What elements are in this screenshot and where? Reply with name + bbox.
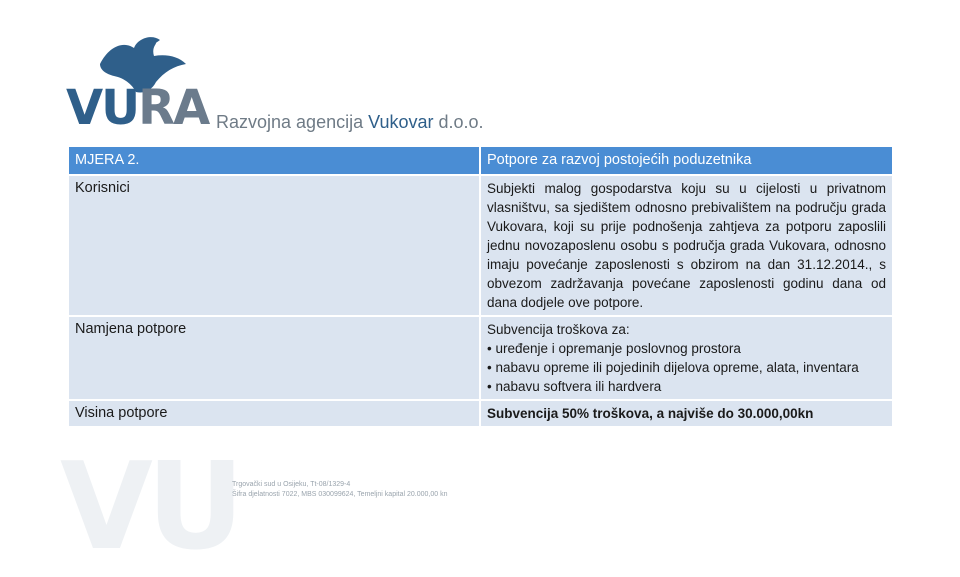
row-label-amount: Visina potpore bbox=[69, 401, 479, 426]
measure-table bbox=[67, 145, 894, 428]
purpose-line: • nabavu softvera ili hardvera bbox=[487, 379, 662, 394]
table-row bbox=[69, 401, 892, 426]
row-text-beneficiaries: Subjekti malog gospodarstva koju su u cijelosti u privatnom vlasništvu, sa sjedištem odnosno prebivalištem na području grada Vukovara, koji su prije podnošenja zahtjeva za potporu zaposlili jednu novozaposlenu osobu s područja grada Vukovara, odnosno imaju povećanje zaposlenosti s obzirom na dan 31.12.2014., s obvezom zadržavanja povećane zaposlenosti godinu dana od dana dodjele ove potpore. bbox=[481, 176, 892, 315]
logo-letter-v: V bbox=[66, 80, 102, 136]
footer-registration bbox=[232, 480, 447, 500]
row-text-amount: Subvencija 50% troškova, a najviše do 30.000,00kn bbox=[481, 401, 892, 426]
logo-wordmark bbox=[66, 80, 209, 136]
logo-watermark: VU bbox=[60, 438, 239, 577]
header-measure: MJERA 2. bbox=[69, 147, 479, 174]
footer-line: Trgovački sud u Osijeku, Tt-08/1329-4 bbox=[232, 481, 351, 488]
tagline-part-1: Razvojna agencija bbox=[216, 112, 369, 132]
logo-letters-ra: RA bbox=[138, 80, 209, 136]
table-row bbox=[69, 176, 892, 315]
purpose-line: Subvencija troškova za: bbox=[487, 322, 630, 337]
logo-tagline bbox=[216, 112, 484, 133]
tagline-part-2: Vukovar bbox=[368, 112, 434, 132]
footer-line: Šifra djelatnosti 7022, MBS 030099624, Temeljni kapital 20.000,00 kn bbox=[232, 491, 448, 498]
header-title: Potpore za razvoj postojećih poduzetnika bbox=[481, 147, 892, 174]
table-header-row bbox=[69, 147, 892, 174]
tagline-part-3: d.o.o. bbox=[433, 112, 484, 132]
purpose-line: • uređenje i opremanje poslovnog prostora bbox=[487, 341, 741, 356]
row-label-beneficiaries: Korisnici bbox=[69, 176, 479, 315]
table-row bbox=[69, 317, 892, 399]
row-label-purpose: Namjena potpore bbox=[69, 317, 479, 399]
purpose-line: • nabavu opreme ili pojedinih dijelova opreme, alata, inventara bbox=[487, 360, 859, 375]
logo-letter-u: U bbox=[101, 80, 139, 136]
row-text-purpose bbox=[481, 317, 892, 399]
agency-logo bbox=[66, 34, 486, 134]
